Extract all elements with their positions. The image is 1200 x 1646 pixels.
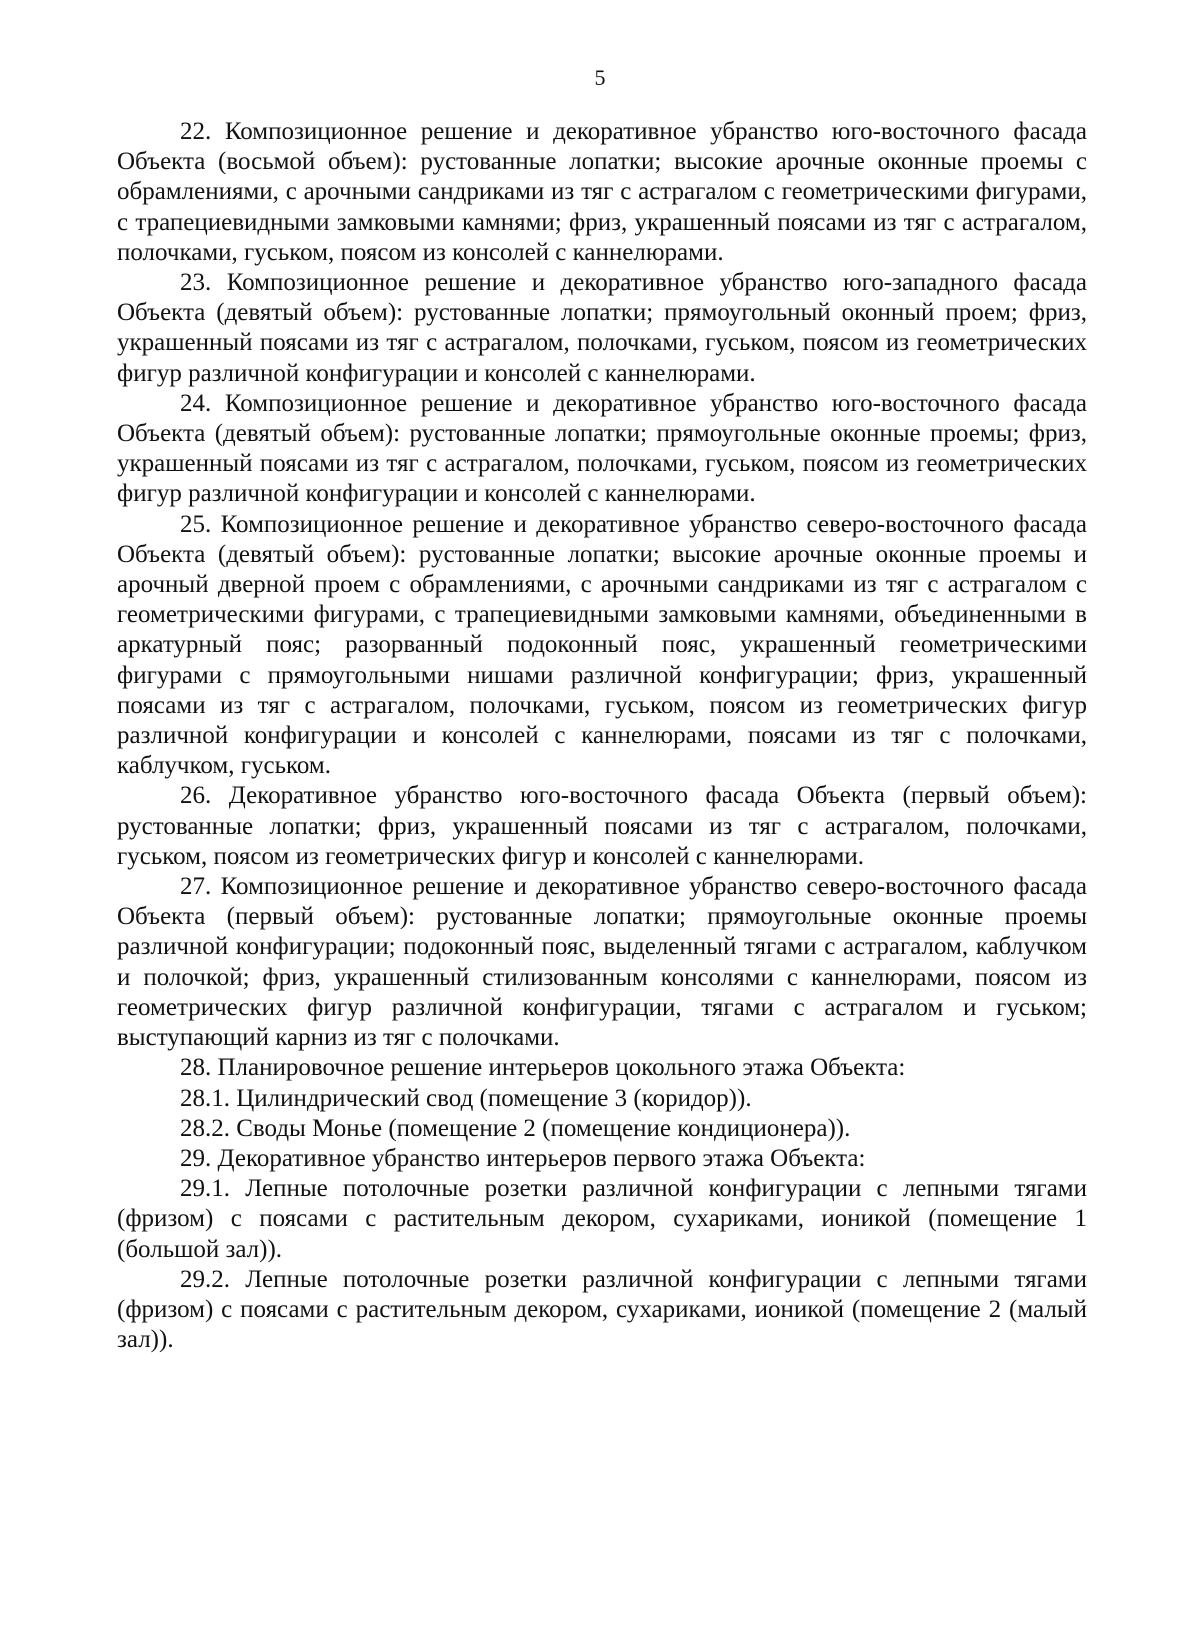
paragraph-23: 23. Композиционное решение и декоративное убранство юго-западного фасада Объекта (девятый объем): рустованные лопатки; прямоугольный оконный проем; фриз, украшенный поясами из тяг с астрагалом, полочками, гуськом, поясом из геометрических фигур различной конфигурации и консолей с каннелюрами. [117,269,1087,387]
paragraph-27: 27. Композиционное решение и декоративное убранство северо-восточного фасада Объекта (первый объем): рустованные лопатки; прямоугольные оконные проемы различной конфигурации; подоконный пояс, выделенный тягами с астрагалом, каблучком и полочкой; фриз, украшенный стилизованным консолями с каннелюрами, поясом из геометрических фигур различной конфигурации, тягами с астрагалом и гуськом; выступающий карниз из тяг с полочками. [117,873,1087,1052]
paragraph-29: 29. Декоративное убранство интерьеров первого этажа Объекта: [180,1144,866,1172]
paragraph-28-1: 28.1. Цилиндрический свод (помещение 3 (коридор)). [180,1084,752,1112]
paragraph-25: 25. Композиционное решение и декоративное убранство северо-восточного фасада Объекта (девятый объем): рустованные лопатки; высокие арочные оконные проемы и арочный дверной проем с обрамлениями, с арочными сандриками из тяг с астрагалом с геометрическими фигурами, с трапециевидными замковыми камнями, объединенными в аркатурный пояс; разорванный подоконный пояс, украшенный геометрическими фигурами с прямоугольными нишами различной конфигурации; фриз, украшенный поясами из тяг с астрагалом, полочками, гуськом, поясом из геометрических фигур различной конфигурации и консолей с каннелюрами, поясами из тяг с полочками, каблучком, гуськом. [117,510,1087,780]
paragraph-28: 28. Планировочное решение интерьеров цокольного этажа Объекта: [180,1054,906,1082]
paragraph-29-1: 29.1. Лепные потолочные розетки различной конфигурации с лепными тягами (фризом) с поясами с растительным декором, сухариками, ионикой (помещение 1 (большой зал)). [117,1175,1087,1263]
paragraph-24: 24. Композиционное решение и декоративное убранство юго-восточного фасада Объекта (девятый объем): рустованные лопатки; прямоугольные оконные проемы; фриз, украшенный поясами из тяг с астрагалом, полочками, гуськом, поясом из геометрических фигур различной конфигурации и консолей с каннелюрами. [117,389,1087,508]
document-body [117,117,1087,1355]
paragraph-29-2: 29.2. Лепные потолочные розетки различной конфигурации с лепными тягами (фризом) с поясами с растительным декором, сухариками, ионикой (помещение 2 (малый зал)). [117,1265,1087,1354]
page-number: 5 [594,65,606,90]
paragraph-22: 22. Композиционное решение и декоративное убранство юго-восточного фасада Объекта (восьмой объем): рустованные лопатки; высокие арочные оконные проемы с обрамлениями, с арочными сандриками из тяг с астрагалом с геометрическими фигурами, с трапециевидными замковыми камнями; фриз, украшенный поясами из тяг с астрагалом, полочками, гуськом, поясом из консолей с каннелюрами. [117,118,1087,266]
paragraph-26: 26. Декоративное убранство юго-восточного фасада Объекта (первый объем): рустованные лопатки; фриз, украшенный поясами из тяг с астрагалом, полочками, гуськом, поясом из геометрических фигур и консолей с каннелюрами. [117,782,1087,870]
paragraph-28-2: 28.2. Своды Монье (помещение 2 (помещение кондиционера)). [180,1114,851,1142]
